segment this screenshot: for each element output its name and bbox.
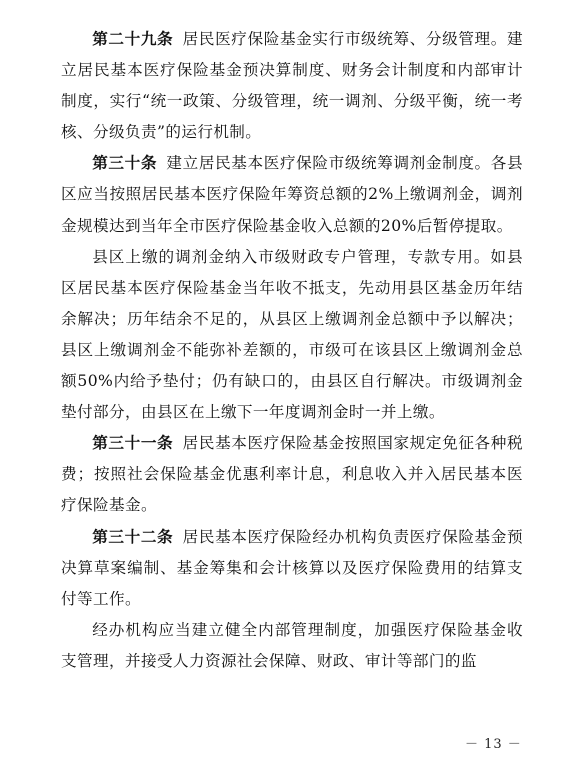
- paragraph-text: 县区上缴的调剂金纳入市级财政专户管理，专款专用。如县区居民基本医疗保险基金当年收不抵支，先动用县区基金历年结余解决；历年结余不足的，从县区上缴调剂金总额中予以解决；县区上缴调剂金不能弥补差额的，市级可在该县区上缴调剂金总额50%内给予垫付；仍有缺口的，由县区自行解决。市级调剂金垫付部分，由县区在上缴下一年度调剂金时一并上缴。: [61, 247, 523, 422]
- article-text: 建立居民基本医疗保险市级统筹调剂金制度。各县区应当按照居民基本医疗保险年筹资总额的2%上缴调剂金，调剂金规模达到当年全市医疗保险基金收入总额的20%后暂停提取。: [61, 154, 523, 235]
- article-32-paragraph: [61, 522, 523, 615]
- article-31-paragraph: [61, 428, 523, 521]
- article-heading: 第二十九条: [92, 30, 174, 48]
- article-heading: 第三十一条: [92, 434, 174, 453]
- article-heading: 第三十二条: [92, 527, 174, 546]
- paragraph-text: 经办机构应当建立健全内部管理制度，加强医疗保险基金收支管理，并接受人力资源社会保障、财政、审计等部门的监: [61, 620, 523, 670]
- article-text: 居民基本医疗保险经办机构负责医疗保险基金预决算草案编制、基金筹集和会计核算以及医疗保险费用的结算支付等工作。: [61, 527, 523, 608]
- article-32-continuation-paragraph: [61, 615, 523, 677]
- article-text: 居民医疗保险基金实行市级统筹、分级管理。建立居民基本医疗保险基金预决算制度、财务会计制度和内部审计制度，实行“统一政策、分级管理，统一调剂、分级平衡，统一考核、分级负责”的运行机制。: [61, 30, 523, 142]
- document-body: [61, 24, 523, 677]
- article-30-continuation-paragraph: [61, 242, 523, 429]
- article-29-paragraph: [61, 24, 523, 148]
- article-heading: 第三十条: [92, 154, 158, 173]
- article-text: 居民基本医疗保险基金按照国家规定免征各种税费；按照社会保险基金优惠利率计息，利息收入并入居民基本医疗保险基金。: [61, 434, 523, 515]
- page-number: － 13 －: [465, 737, 522, 752]
- article-30-paragraph: [61, 148, 523, 241]
